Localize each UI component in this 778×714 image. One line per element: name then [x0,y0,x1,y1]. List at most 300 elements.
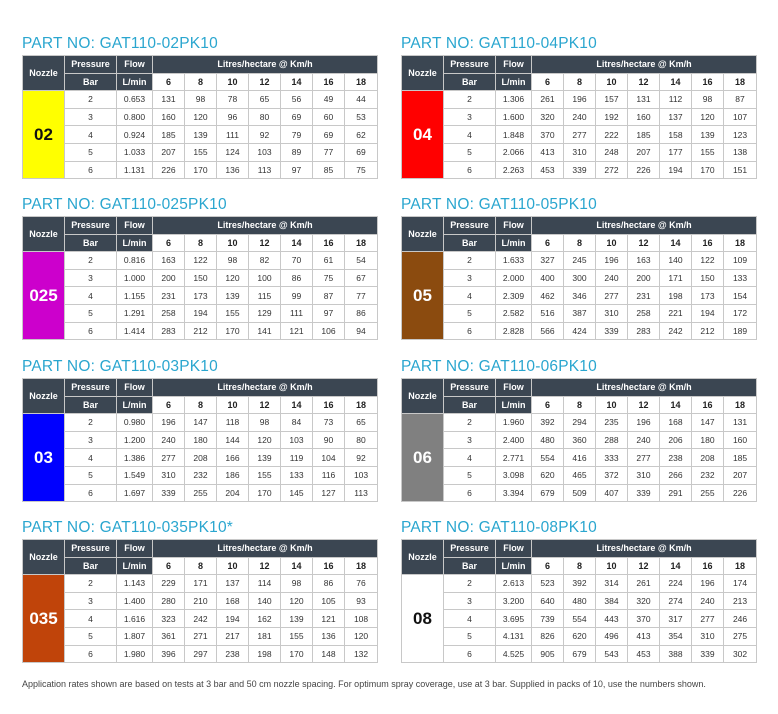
rate-cell: 85 [313,161,345,179]
rate-cell: 207 [724,466,757,484]
flow-cell: 1.549 [117,466,153,484]
flow-cell: 1.131 [117,161,153,179]
speed-header-14: 14 [660,557,692,575]
rate-cell: 413 [532,143,564,161]
rate-cell: 196 [564,91,596,109]
rate-cell: 115 [249,287,281,305]
part-number-title: PART NO: GAT110-03PK10 [22,358,218,375]
rate-cell: 107 [724,108,757,126]
speed-header-8: 8 [564,557,596,575]
table-row [402,449,757,467]
rate-cell: 90 [313,431,345,449]
rate-cell: 238 [217,645,249,663]
rate-cell: 310 [596,304,628,322]
spec-panel-04 [401,34,756,179]
rate-cell: 139 [185,126,217,144]
rate-cell: 76 [345,575,378,593]
speed-header-16: 16 [692,234,724,252]
rate-cell: 92 [249,126,281,144]
flow-header: Flow [496,56,532,74]
flow-cell: 2.613 [496,575,532,593]
rate-cell: 232 [185,466,217,484]
bar-unit-header: Bar [65,234,117,252]
rate-cell: 194 [692,304,724,322]
table-row [23,161,378,179]
rate-cell: 93 [345,592,378,610]
rate-cell: 339 [692,645,724,663]
lmin-unit-header: L/min [496,557,532,575]
nozzle-color-swatch: 035 [23,575,65,663]
spec-panel-06 [401,357,756,502]
rate-cell: 103 [249,143,281,161]
rate-cell: 97 [281,161,313,179]
rate-cell: 245 [564,252,596,270]
flow-cell: 2.771 [496,449,532,467]
rate-cell: 120 [692,108,724,126]
speed-header-18: 18 [724,73,757,91]
flow-cell: 1.633 [496,252,532,270]
rate-cell: 226 [153,161,185,179]
rate-cell: 207 [628,143,660,161]
flow-cell: 1.600 [496,108,532,126]
speed-header-16: 16 [692,73,724,91]
rate-cell: 170 [185,161,217,179]
rate-cell: 108 [345,610,378,628]
speed-header-18: 18 [345,234,378,252]
rate-cell: 86 [313,575,345,593]
table-row [402,575,757,593]
flow-header: Flow [117,56,153,74]
lmin-unit-header: L/min [117,234,153,252]
rate-cell: 208 [692,449,724,467]
rate-cell: 53 [345,108,378,126]
table-row [23,143,378,161]
rate-cell: 70 [281,252,313,270]
rate-cell: 238 [660,449,692,467]
rate-cell: 271 [185,627,217,645]
rate-cell: 339 [153,484,185,502]
rate-cell: 103 [345,466,378,484]
table-row [23,108,378,126]
rate-cell: 240 [628,431,660,449]
rate-cell: 248 [596,143,628,161]
rate-cell: 166 [217,449,249,467]
rate-cell: 147 [692,414,724,432]
table-row [402,304,757,322]
rate-cell: 333 [596,449,628,467]
speed-header-10: 10 [596,73,628,91]
rate-cell: 310 [153,466,185,484]
rate-cell: 174 [724,575,757,593]
flow-cell: 1.807 [117,627,153,645]
rate-cell: 258 [628,304,660,322]
speed-header-16: 16 [313,73,345,91]
rate-cell: 122 [692,252,724,270]
table-row [23,645,378,663]
flow-cell: 4.131 [496,627,532,645]
rate-cell: 155 [249,466,281,484]
rate-cell: 294 [564,414,596,432]
speed-header-14: 14 [660,73,692,91]
rate-cell: 62 [345,126,378,144]
nozzle-header: Nozzle [402,540,444,575]
pressure-cell: 3 [444,269,496,287]
table-row [23,449,378,467]
rate-cell: 65 [345,414,378,432]
rate-cell: 196 [596,252,628,270]
bar-unit-header: Bar [444,234,496,252]
table-row [23,252,378,270]
rate-cell: 56 [281,91,313,109]
rate-cell: 131 [724,414,757,432]
rate-cell: 171 [185,575,217,593]
rate-cell: 94 [345,322,378,340]
speed-header-14: 14 [281,73,313,91]
flow-cell: 1.980 [117,645,153,663]
rate-cell: 196 [692,575,724,593]
flow-header: Flow [496,540,532,558]
pressure-cell: 6 [444,484,496,502]
nozzle-color-swatch: 08 [402,575,444,663]
pressure-cell: 2 [444,91,496,109]
rate-cell: 98 [185,91,217,109]
speed-header-12: 12 [249,557,281,575]
rate-cell: 372 [596,466,628,484]
pressure-cell: 6 [65,322,117,340]
rate-cell: 139 [281,610,313,628]
spec-table [401,378,757,502]
rate-cell: 170 [249,484,281,502]
rate-cell: 310 [564,143,596,161]
table-row [402,627,757,645]
speed-header-18: 18 [345,396,378,414]
nozzle-color-swatch: 025 [23,252,65,340]
flow-cell: 1.155 [117,287,153,305]
table-row [23,466,378,484]
speed-header-10: 10 [217,234,249,252]
table-row [23,592,378,610]
speed-header-6: 6 [153,396,185,414]
speed-header-16: 16 [313,396,345,414]
nozzle-color-swatch: 02 [23,91,65,179]
bar-unit-header: Bar [444,73,496,91]
rate-cell: 826 [532,627,564,645]
pressure-cell: 4 [444,449,496,467]
rate-cell: 44 [345,91,378,109]
rate-cell: 99 [281,287,313,305]
rate-cell: 137 [217,575,249,593]
rate-cell: 100 [249,269,281,287]
rate-cell: 255 [692,484,724,502]
rate-cell: 185 [153,126,185,144]
flow-cell: 2.582 [496,304,532,322]
table-row [402,91,757,109]
speed-header-12: 12 [628,557,660,575]
table-row [402,466,757,484]
pressure-cell: 6 [444,322,496,340]
rate-cell: 302 [724,645,757,663]
rate-cell: 78 [217,91,249,109]
speed-header-6: 6 [532,557,564,575]
rate-cell: 162 [249,610,281,628]
pressure-header: Pressure [444,540,496,558]
rate-cell: 122 [185,252,217,270]
pressure-cell: 2 [444,414,496,432]
lmin-unit-header: L/min [117,73,153,91]
nozzle-header: Nozzle [402,379,444,414]
rate-cell: 180 [185,431,217,449]
rate-cell: 679 [532,484,564,502]
rate-cell: 171 [660,269,692,287]
rate-cell: 113 [345,484,378,502]
rate-cell: 320 [628,592,660,610]
rate-cell: 69 [313,126,345,144]
rate-cell: 392 [532,414,564,432]
rate-cell: 181 [249,627,281,645]
flow-cell: 2.309 [496,287,532,305]
rate-cell: 89 [281,143,313,161]
rate-cell: 213 [724,592,757,610]
pressure-cell: 3 [444,431,496,449]
rate-cell: 129 [249,304,281,322]
pressure-cell: 4 [65,287,117,305]
rate-cell: 226 [628,161,660,179]
flow-header: Flow [496,217,532,235]
rate-cell: 222 [596,126,628,144]
rate-cell: 283 [628,322,660,340]
rate-cell: 277 [692,610,724,628]
rate-cell: 240 [153,431,185,449]
rate-cell: 300 [564,269,596,287]
rate-cell: 258 [153,304,185,322]
nozzle-header: Nozzle [23,56,65,91]
rate-cell: 291 [660,484,692,502]
rate-cell: 172 [724,304,757,322]
speed-header-6: 6 [153,234,185,252]
table-row [23,304,378,322]
rate-cell: 154 [724,287,757,305]
rate-cell: 69 [281,108,313,126]
table-row [23,627,378,645]
bar-unit-header: Bar [65,557,117,575]
speed-header-12: 12 [628,396,660,414]
rate-cell: 139 [692,126,724,144]
speed-header-16: 16 [692,396,724,414]
pressure-cell: 5 [444,304,496,322]
rate-cell: 155 [217,304,249,322]
rate-cell: 139 [217,287,249,305]
rate-cell: 139 [249,449,281,467]
rate-cell: 246 [724,610,757,628]
rate-cell: 137 [660,108,692,126]
table-row [23,126,378,144]
table-row [402,592,757,610]
rate-cell: 323 [153,610,185,628]
pressure-cell: 4 [444,610,496,628]
flow-cell: 0.800 [117,108,153,126]
flow-cell: 2.400 [496,431,532,449]
rate-cell: 54 [345,252,378,270]
rate-cell: 339 [596,322,628,340]
flow-cell: 3.098 [496,466,532,484]
rate-cell: 177 [660,143,692,161]
rate-cell: 103 [281,431,313,449]
speed-header-18: 18 [345,73,378,91]
rate-cell: 370 [532,126,564,144]
rate-cell: 155 [281,627,313,645]
table-row [23,91,378,109]
rate-cell: 370 [628,610,660,628]
rate-cell: 453 [532,161,564,179]
rate-cell: 240 [596,269,628,287]
rate-cell: 92 [345,449,378,467]
rate-cell: 275 [724,627,757,645]
rate-cell: 145 [281,484,313,502]
flow-cell: 1.000 [117,269,153,287]
rate-cell: 200 [153,269,185,287]
rate-cell: 170 [217,322,249,340]
speed-header-10: 10 [217,396,249,414]
rate-cell: 123 [724,126,757,144]
rate-cell: 158 [660,126,692,144]
rate-cell: 200 [628,269,660,287]
pressure-cell: 6 [444,645,496,663]
spec-panel-05 [401,195,756,340]
rate-cell: 119 [281,449,313,467]
rate-cell: 194 [660,161,692,179]
speed-header-12: 12 [628,234,660,252]
bar-unit-header: Bar [65,73,117,91]
rate-cell: 231 [628,287,660,305]
table-row [402,287,757,305]
speed-header-14: 14 [660,396,692,414]
flow-cell: 3.200 [496,592,532,610]
pressure-cell: 4 [65,449,117,467]
rate-cell: 224 [660,575,692,593]
rate-cell: 136 [313,627,345,645]
rate-cell: 204 [217,484,249,502]
bar-unit-header: Bar [444,557,496,575]
rate-cell: 232 [692,466,724,484]
rate-cell: 73 [313,414,345,432]
rate-cell: 80 [345,431,378,449]
rate-cell: 396 [153,645,185,663]
spec-panel-08 [401,518,756,663]
speed-header-18: 18 [724,234,757,252]
flow-cell: 1.033 [117,143,153,161]
pressure-cell: 2 [65,414,117,432]
rate-cell: 111 [281,304,313,322]
speed-header-12: 12 [249,396,281,414]
pressure-cell: 6 [65,161,117,179]
rate-cell: 131 [628,91,660,109]
pressure-cell: 4 [444,126,496,144]
rate-header: Litres/hectare @ Km/h [532,56,757,74]
pressure-cell: 2 [65,575,117,593]
rate-cell: 173 [185,287,217,305]
rate-cell: 516 [532,304,564,322]
rate-cell: 266 [660,466,692,484]
rate-cell: 97 [313,304,345,322]
flow-cell: 1.143 [117,575,153,593]
rate-header: Litres/hectare @ Km/h [532,379,757,397]
flow-cell: 1.291 [117,304,153,322]
rate-cell: 679 [564,645,596,663]
flow-header: Flow [117,217,153,235]
spec-table [22,539,378,663]
rate-cell: 242 [185,610,217,628]
rate-cell: 210 [185,592,217,610]
table-row [402,108,757,126]
flow-cell: 2.000 [496,269,532,287]
rate-cell: 96 [217,108,249,126]
rate-cell: 229 [153,575,185,593]
part-number-title: PART NO: GAT110-035PK10* [22,519,233,536]
rate-cell: 185 [724,449,757,467]
rate-cell: 77 [313,143,345,161]
rate-cell: 186 [217,466,249,484]
rate-cell: 98 [692,91,724,109]
rate-cell: 235 [596,414,628,432]
rate-cell: 413 [628,627,660,645]
rate-cell: 98 [281,575,313,593]
rate-cell: 61 [313,252,345,270]
rate-cell: 443 [596,610,628,628]
rate-cell: 67 [345,269,378,287]
nozzle-color-swatch: 05 [402,252,444,340]
pressure-cell: 5 [65,627,117,645]
spec-table [22,216,378,340]
flow-cell: 1.960 [496,414,532,432]
rate-cell: 207 [153,143,185,161]
rate-cell: 640 [532,592,564,610]
rate-cell: 277 [564,126,596,144]
flow-header: Flow [117,540,153,558]
speed-header-16: 16 [313,557,345,575]
rate-cell: 87 [724,91,757,109]
rate-cell: 272 [596,161,628,179]
rate-cell: 163 [628,252,660,270]
spec-table [22,378,378,502]
rate-header: Litres/hectare @ Km/h [153,56,378,74]
speed-header-10: 10 [596,396,628,414]
speed-header-18: 18 [724,396,757,414]
nozzle-color-swatch: 06 [402,414,444,502]
rate-cell: 86 [281,269,313,287]
rate-cell: 255 [185,484,217,502]
rate-cell: 387 [564,304,596,322]
rate-cell: 140 [660,252,692,270]
bar-unit-header: Bar [444,396,496,414]
rate-cell: 554 [532,449,564,467]
rate-cell: 388 [660,645,692,663]
flow-cell: 0.816 [117,252,153,270]
rate-cell: 49 [313,91,345,109]
pressure-cell: 3 [65,431,117,449]
rate-cell: 105 [313,592,345,610]
spec-table [401,216,757,340]
rate-header: Litres/hectare @ Km/h [532,217,757,235]
lmin-unit-header: L/min [496,73,532,91]
table-row [23,269,378,287]
pressure-cell: 6 [65,645,117,663]
rate-cell: 148 [313,645,345,663]
rate-cell: 261 [628,575,660,593]
rate-cell: 288 [596,431,628,449]
table-row [23,484,378,502]
rate-cell: 113 [249,161,281,179]
rate-cell: 194 [185,304,217,322]
